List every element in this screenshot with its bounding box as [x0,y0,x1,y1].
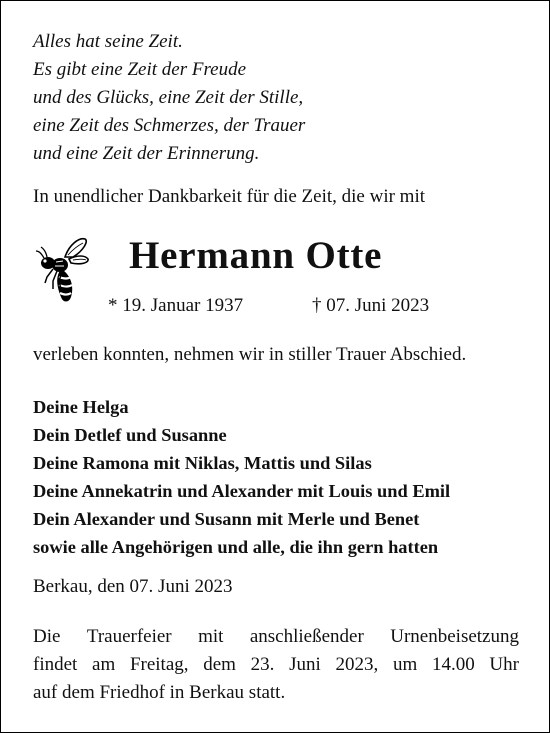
deceased-name: Hermann Otte [129,234,383,277]
bee-icon [35,235,91,305]
funeral-word: dem [203,654,236,675]
death-date: † 07. Juni 2023 [312,295,430,316]
funeral-word: 23. [250,654,275,675]
funeral-word: anschließender [249,626,364,647]
funeral-word: 2023, [335,654,379,675]
place-date: Berkau, den 07. Juni 2023 [33,576,233,597]
funeral-word: Urnenbeisetzung [390,626,519,647]
mourner-line: Dein Alexander und Susann mit Merle und Benet [33,509,420,529]
funeral-notice [33,623,519,707]
funeral-word: findet [33,654,78,675]
mourner-line: Dein Detlef und Susanne [33,425,227,445]
funeral-word: 14.00 [431,654,475,675]
funeral-word: Trauerfeier [86,626,172,647]
funeral-word: Die [33,626,61,647]
funeral-line-3: auf dem Friedhof in Berkau statt. [33,682,286,703]
poem [33,28,305,168]
poem-line: und des Glücks, eine Zeit der Stille, [33,87,304,108]
mourner-line: sowie alle Angehörigen und alle, die ihn gern hatten [33,537,439,557]
funeral-word: mit [198,626,224,647]
poem-line: Alles hat seine Zeit. [33,31,183,52]
poem-line: Es gibt eine Zeit der Freude [33,59,246,80]
poem-line: eine Zeit des Schmerzes, der Trauer [33,115,306,136]
outro-text: verleben konnten, nehmen wir in stiller Trauer Abschied. [33,344,467,365]
funeral-word: Juni [289,654,321,675]
funeral-word: am [92,654,116,675]
funeral-line-2 [33,651,519,679]
funeral-word: Freitag, [129,654,189,675]
birth-date: * 19. Januar 1937 [108,295,244,316]
mourner-line: Deine Helga [33,397,129,417]
funeral-word: um [392,654,418,675]
mourner-line: Deine Annekatrin und Alexander mit Louis und Emil [33,481,451,501]
intro-text: In unendlicher Dankbarkeit für die Zeit, die wir mit [33,186,426,207]
mourners-list [33,393,450,561]
mourner-line: Deine Ramona mit Niklas, Mattis und Silas [33,453,372,473]
poem-line: und eine Zeit der Erinnerung. [33,143,260,164]
funeral-word: Uhr [489,654,519,675]
funeral-line-1 [33,623,519,651]
